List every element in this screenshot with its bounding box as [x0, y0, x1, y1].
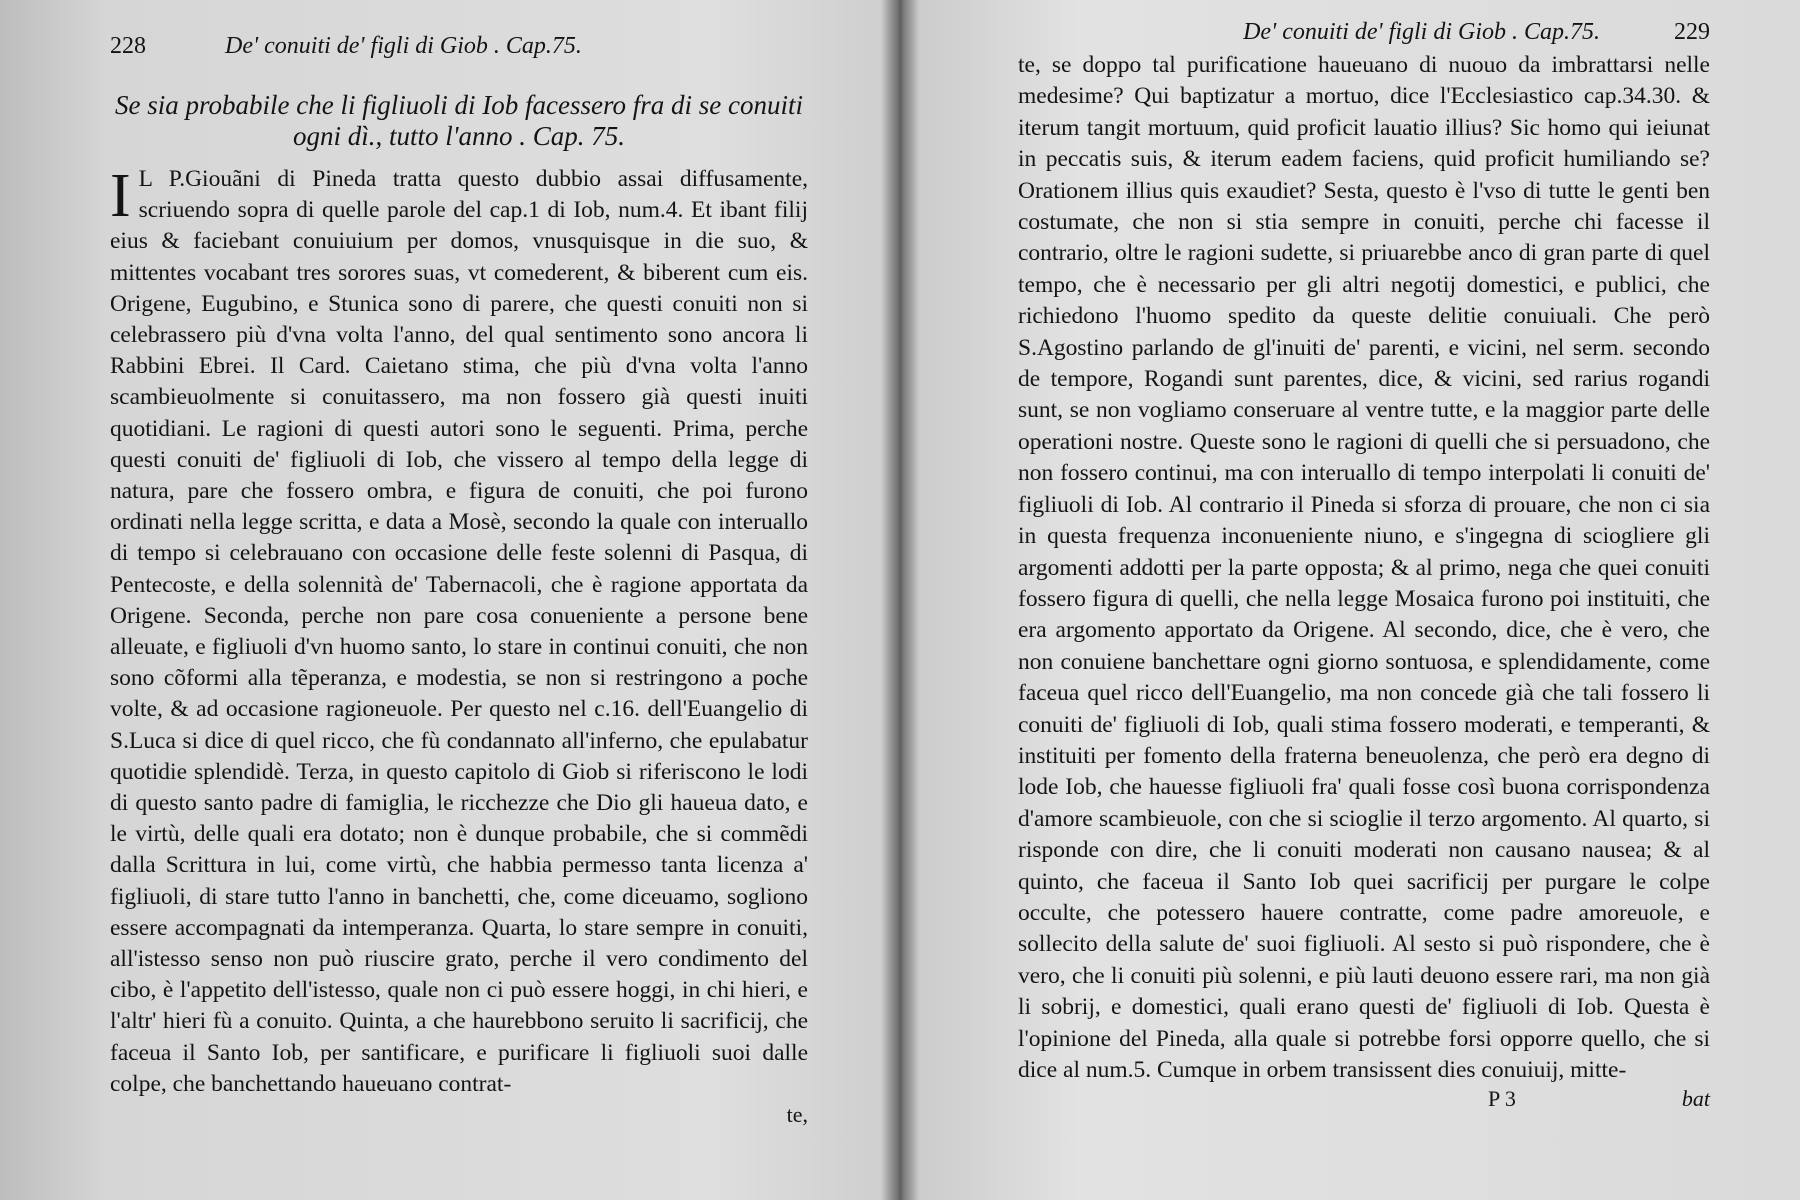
- right-page: [902, 0, 1800, 1200]
- drop-cap: I: [110, 162, 131, 230]
- running-head-right: [1018, 14, 1710, 50]
- catchword-left: te,: [786, 1102, 808, 1128]
- body-text-left: [110, 164, 808, 1100]
- body-paragraph-left: L P.Giouãni di Pineda tratta questo dubbio assai diffusamente, scriuendo sopra di quelle parole del cap.1 di Iob, num.4. Et ibant filij eius & faciebant conuiuium per domos, vnusquisque in die suo, & mittentes vocabant tres sorores suas, vt comederent, & biberent cum eis. Origene, Eugubino, e Stunica sono di parere, che questi conuiti non si celebrassero più d'vna volta l'anno, del qual sentimento sono ancora li Rabbini Ebrei. Il Card. Caietano stima, che più d'vna volta l'anno scambieuolmente si conuitassero, ma non fossero già questi inuiti quotidiani. Le ragioni di questi autori sono le seguenti. Prima, perche questi conuiti de' figliuoli di Iob, che vissero al tempo della legge di natura, pare che fossero ombra, e figura de conuiti, che poi furono ordinati nella legge scritta, e data a Mosè, secondo la quale con interuallo di tempo si celebrauano con occasione delle feste solenni di Pasqua, di Pentecoste, e della solennità de' Tabernacoli, che è ragione apportata da Origene. Seconda, perche non pare cosa conueniente a persone bene alleuate, e figliuoli d'vn huomo santo, lo stare in continui conuiti, che non sono cõformi alla tẽperanza, e modestia, se non si restringono a poche volte, & ad occasione ragioneuole. Per questo nel c.16. dell'Euangelio di S.Luca si dice di quel ricco, che fù condannato all'inferno, che epulabatur quotidie splendidè. Terza, in questo capitolo di Giob si riferiscono le lodi di questo santo padre di famiglia, le ricchezze che Dio gli haueua dato, e le virtù, delle quali era dotato; non è dunque probabile, che si commẽdi dalla Scrittura in lui, come virtù, che habbia permesso tanta licenza a' figliuoli, di stare tutto l'anno in banchetti, che, come diceuamo, sogliono essere accompagnati da intemperanza. Quarta, lo stare sempre in conuiti, all'istesso senso non può riuscire grato, perche il vero condimento del cibo, è l'appetito dell'istesso, quale non ci può essere hoggi, in chi hieri, e l'altr' hieri fù a conuito. Quinta, a che haurebbono seruito li sacrificij, che faceua il Santo Iob, per santificare, e purificare li figliuoli suoi dalle colpe, che banchettando haueuano contrat-: [110, 166, 808, 1097]
- body-paragraph-right: te, se doppo tal purificatione haueuano di nuouo da imbrattarsi nelle medesime? Qui baptizatur a mortuo, dice l'Ecclesiastico cap.34.30. & iterum tangit mortuum, quid proficit lauatio illius? Sic homo qui ieiunat in peccatis suis, & iterum eadem faciens, quid proficit humiliando se? Orationem illius quis exaudiet? Sesta, questo è l'vso di tutte le genti ben costumate, che non si stia sempre in conuiti, perche chi facesse il contrario, oltre le ragioni sudette, si priuarebbe anco di gran parte di quel tempo, che è necessario per gli altri negotij domestici, e publici, che richiedono l'huomo spedito da queste delitie conuiuali. Che però S.Agostino parlando de gl'inuiti de' parenti, e vicini, nel serm. secondo de tempore, Rogandi sunt parentes, dice, & vicini, sed rarius rogandi sunt, se non vogliamo conseruare al ventre tutte, e la maggior parte delle operationi nostre. Queste sono le ragioni di quelli che si persuadono, che non fossero continui, ma con interuallo di tempo interpolati li conuiti de' figliuoli di Iob. Al contrario il Pineda si sforza di prouare, che non ci sia in questa frequenza inconueniente niuno, e s'ingegna di sciogliere gli argomenti addotti per la parte opposta; & al primo, nega che quei conuiti fossero figura di quelli, che nella legge Mosaica furono poi instituiti, che era argomento apportato da Origene. Al secondo, dice, che è vero, che non conuiene banchettare ogni giorno sontuosa, e splendidamente, come faceua quel ricco dell'Euangelio, ma non concede già che tali fossero li conuiti de' figliuoli di Iob, quali stima fossero moderati, e temperanti, & instituiti per fomento della fraterna beneuolenza, che però era degno di lode Iob, che hauesse figliuoli fra' quali fosse così buona corrispondenza d'amore scambieuole, con che si scioglie il terzo argomento. Al quarto, si risponde con dire, che li conuiti moderati non causano nausea; & al quinto, che faceua il Santo Iob quei sacrificij per purgare le colpe occulte, che potessero hauere contratte, come padre amoreuole, e sollecito della salute de' suoi figliuoli. Al sesto si può rispondere, che è vero, che li conuiti più solenni, e più lauti deuono essere rari, ma non già li sobrij, e domestici, quali erano questi de' figliuoli di Iob. Questa è l'opinione del Pineda, alla quale si potrebbe forsi opporre quello, che si dice al num.5. Cumque in orbem transissent dies conuiuij, mitte-: [1018, 52, 1710, 1083]
- page-number-right: 229: [1674, 19, 1710, 45]
- signature-mark: P 3: [1488, 1086, 1516, 1112]
- page-number-left: 228: [110, 33, 146, 59]
- signature-line: [1018, 1086, 1710, 1116]
- catchword-right: bat: [1681, 1086, 1710, 1112]
- chapter-heading: Se sia probabile che li figliuoli di Iob facessero fra di se conuiti ogni dì., tutto l'anno . Cap. 75.: [115, 90, 803, 151]
- body-text-right: [1018, 50, 1710, 1086]
- running-title-right: De' conuiti de' figli di Giob . Cap.75.: [1243, 19, 1600, 45]
- left-page: [0, 0, 898, 1200]
- running-head-left: [110, 28, 808, 64]
- running-title-left: De' conuiti de' figli di Giob . Cap.75.: [225, 33, 582, 59]
